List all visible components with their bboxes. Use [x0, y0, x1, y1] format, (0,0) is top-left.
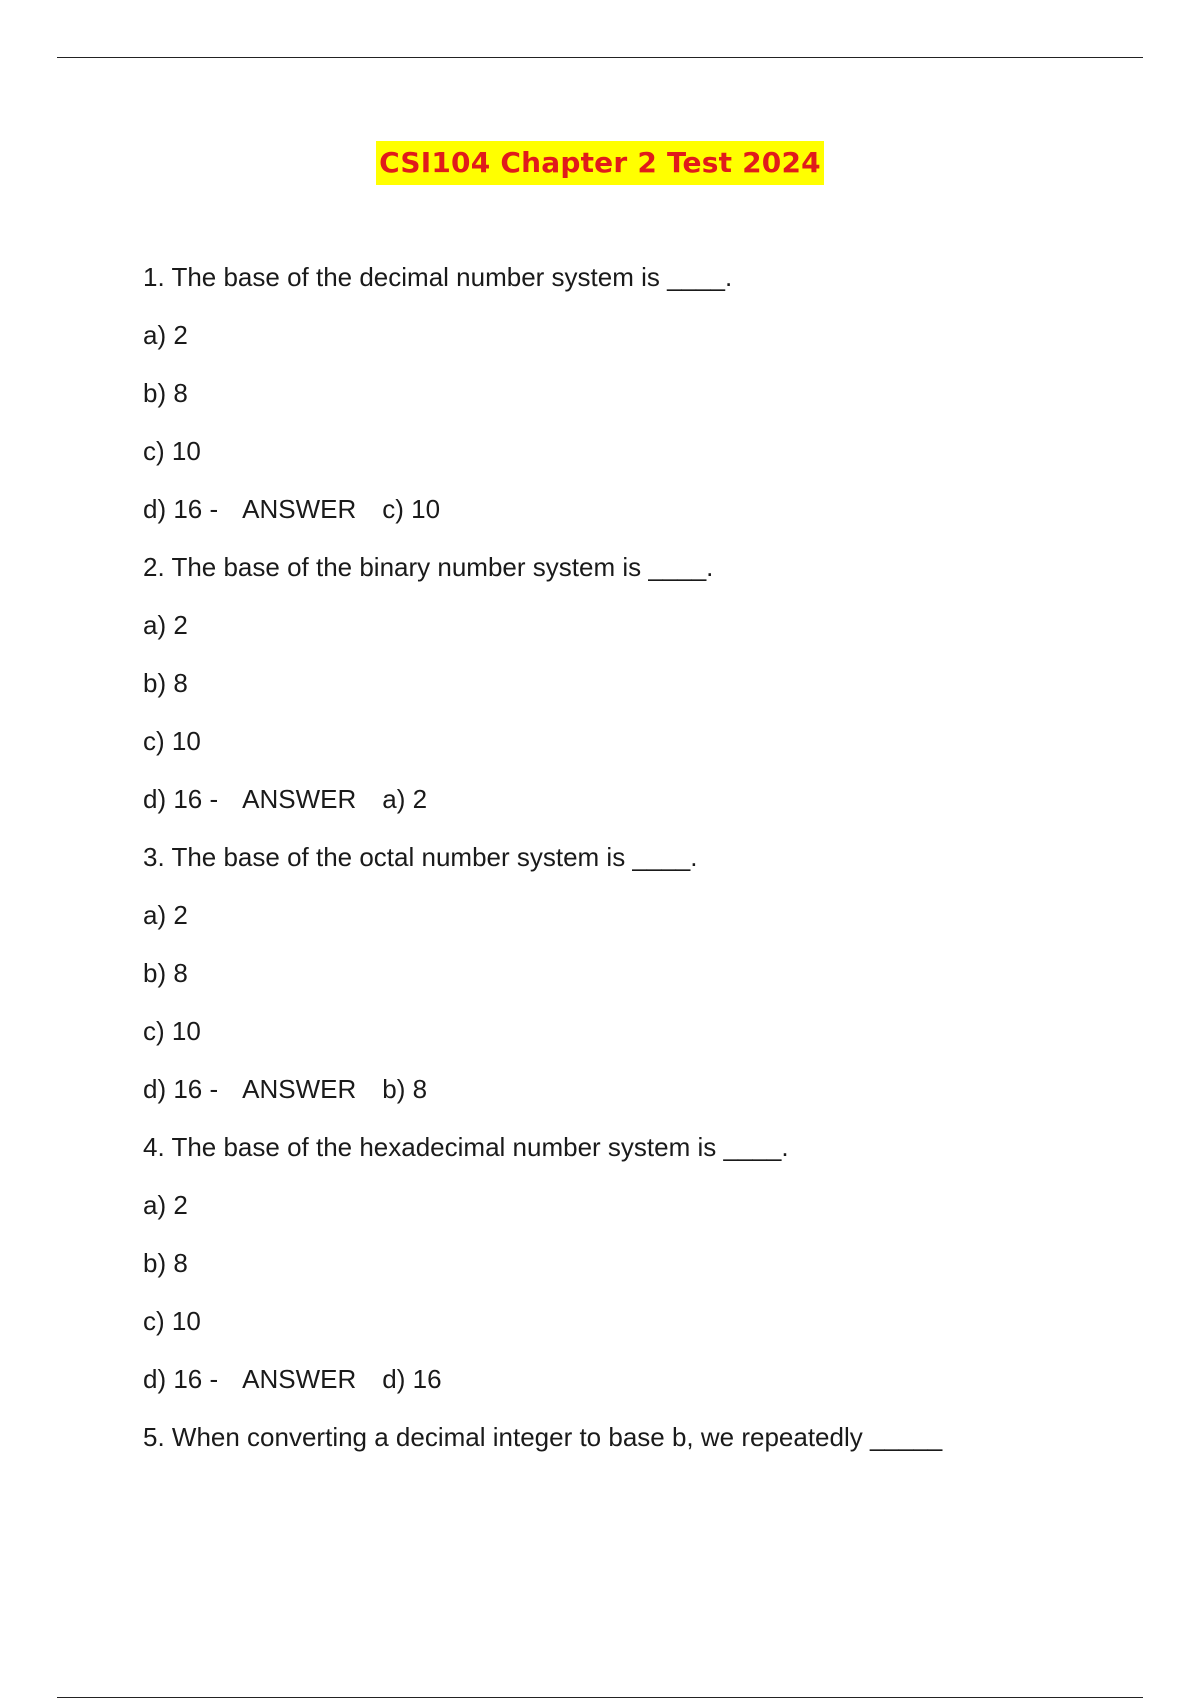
answer-label: ANSWER [242, 784, 357, 814]
option-b: b) 8 [143, 378, 188, 408]
option-d-with-answer [143, 494, 1143, 524]
option-c: c) 10 [143, 436, 201, 466]
bottom-rule [57, 1697, 1143, 1698]
option-a: a) 2 [143, 1190, 188, 1220]
answer-value: d) 16 [382, 1364, 442, 1394]
answer-label: ANSWER [242, 1074, 357, 1104]
document-title: CSI104 Chapter 2 Test 2024 [376, 141, 824, 185]
title-container [0, 141, 1200, 185]
option-b: b) 8 [143, 958, 188, 988]
option-a: a) 2 [143, 900, 188, 930]
question-1 [143, 262, 1143, 524]
option-d-with-answer [143, 1074, 1143, 1104]
question-prompt: 4. The base of the hexadecimal number system is ____. [143, 1132, 789, 1162]
option-d-with-answer [143, 784, 1143, 814]
question-prompt: 5. When converting a decimal integer to base b, we repeatedly _____ [143, 1422, 943, 1452]
answer-label: ANSWER [242, 494, 357, 524]
answer-value: b) 8 [382, 1074, 428, 1104]
option-d: d) 16 - [143, 784, 219, 814]
option-b: b) 8 [143, 1248, 188, 1278]
option-a: a) 2 [143, 320, 188, 350]
option-c: c) 10 [143, 1016, 201, 1046]
option-b: b) 8 [143, 668, 188, 698]
question-4 [143, 1132, 1143, 1394]
question-prompt: 1. The base of the decimal number system is ____. [143, 262, 733, 292]
option-a: a) 2 [143, 610, 188, 640]
option-c: c) 10 [143, 1306, 201, 1336]
option-c: c) 10 [143, 726, 201, 756]
answer-label: ANSWER [242, 1364, 357, 1394]
option-d: d) 16 - [143, 1074, 219, 1104]
question-prompt: 2. The base of the binary number system is ____. [143, 552, 714, 582]
question-prompt: 3. The base of the octal number system is ____. [143, 842, 698, 872]
question-list [143, 262, 1143, 1480]
question-3 [143, 842, 1143, 1104]
top-rule [57, 57, 1143, 58]
question-2 [143, 552, 1143, 814]
answer-value: c) 10 [382, 494, 441, 524]
question-5 [143, 1422, 1143, 1452]
answer-value: a) 2 [382, 784, 428, 814]
option-d-with-answer [143, 1364, 1143, 1394]
option-d: d) 16 - [143, 1364, 219, 1394]
option-d: d) 16 - [143, 494, 219, 524]
